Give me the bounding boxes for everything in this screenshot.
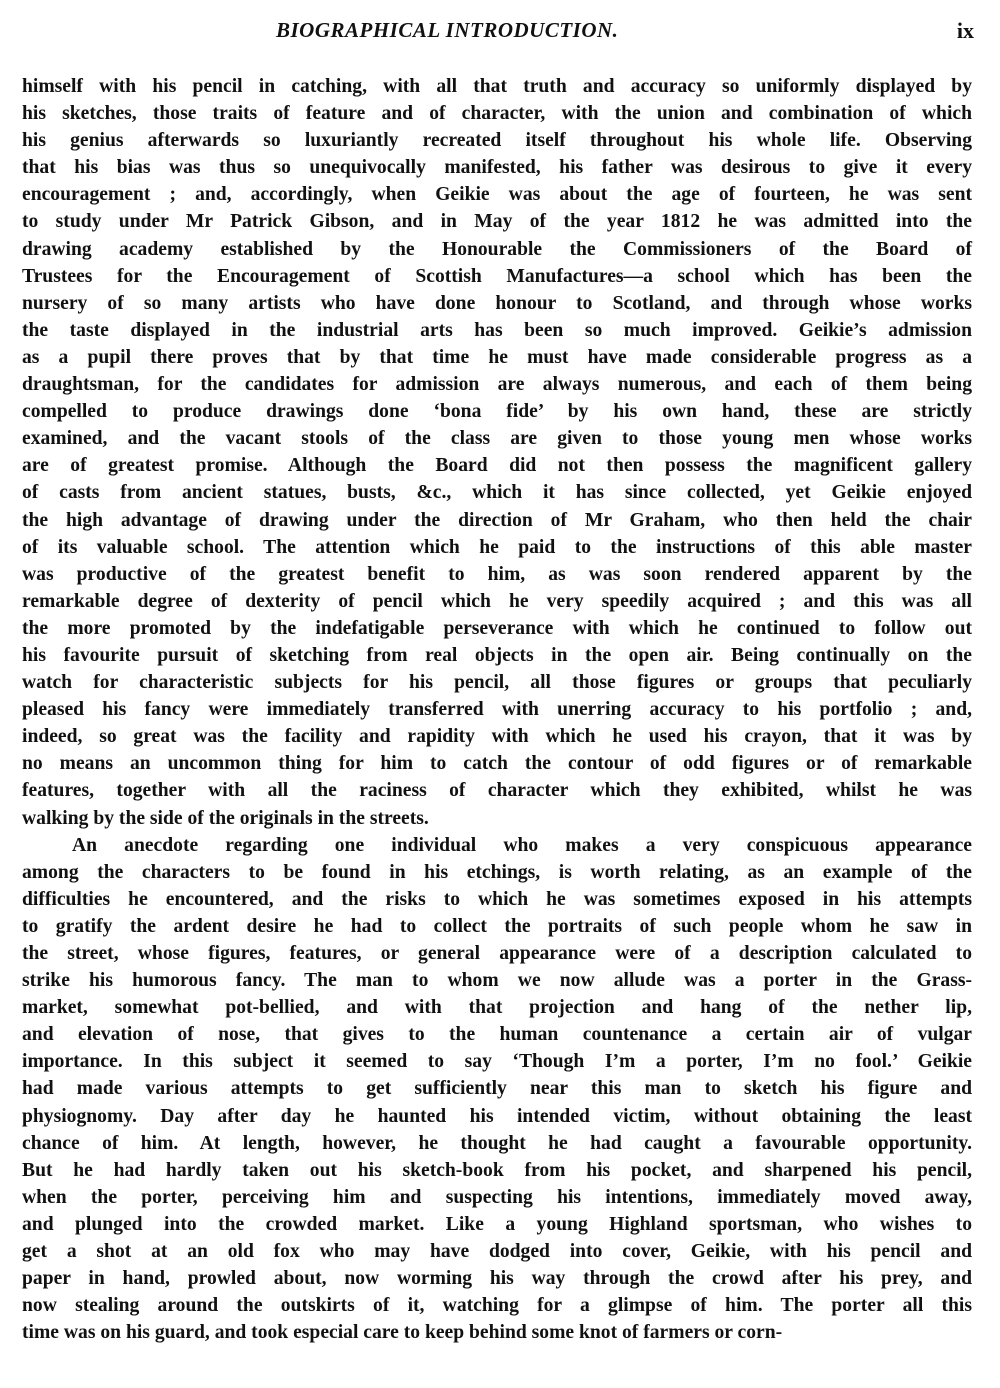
text-line: encouragement ; and, accordingly, when Geikie was about the age of fourteen, he was sent <box>22 184 972 206</box>
text-line: of its valuable school. The attention which he paid to the instructions of this able master <box>22 536 972 558</box>
text-line: his favourite pursuit of sketching from real objects in the open air. Being continually on the <box>22 644 972 666</box>
text-line: market, somewhat pot-bellied, and with that projection and hang of the nether lip, <box>22 997 972 1019</box>
text-line: compelled to produce drawings done ‘bona fide’ by his own hand, these are strictly <box>22 401 972 423</box>
text-line: walking by the side of the originals in the streets. <box>22 807 429 829</box>
text-line: An anecdote regarding one individual who makes a very conspicuous appearance <box>72 834 972 856</box>
text-line: and elevation of nose, that gives to the human countenance a certain air of vulgar <box>22 1024 972 1046</box>
text-line: to gratify the ardent desire he had to collect the portraits of such people whom he saw in <box>22 915 972 937</box>
text-line: time was on his guard, and took especial care to keep behind some knot of farmers or corn- <box>22 1322 783 1344</box>
text-line: of casts from ancient statues, busts, &c., which it has since collected, yet Geikie enjoyed <box>22 482 972 504</box>
page-header <box>0 18 1000 48</box>
text-line: But he had hardly taken out his sketch-book from his pocket, and sharpened his pencil, <box>22 1159 972 1181</box>
body-text <box>22 73 972 1346</box>
text-line: now stealing around the outskirts of it, watching for a glimpse of him. The porter all this <box>22 1295 972 1317</box>
text-line: features, together with all the raciness of character which they exhibited, whilst he was <box>22 780 972 802</box>
text-line: and plunged into the crowded market. Like a young Highland sportsman, who wishes to <box>22 1213 972 1235</box>
text-line: draughtsman, for the candidates for admission are always numerous, and each of them being <box>22 374 972 396</box>
text-line: paper in hand, prowled about, now worming his way through the crowd after his prey, and <box>22 1268 972 1290</box>
text-line: his genius afterwards so luxuriantly recreated itself throughout his whole life. Observing <box>22 130 972 152</box>
text-line: examined, and the vacant stools of the class are given to those young men whose works <box>22 428 972 450</box>
text-line: his sketches, those traits of feature and of character, with the union and combination of which <box>22 103 972 125</box>
running-title: BIOGRAPHICAL INTRODUCTION. <box>276 18 619 42</box>
text-line: chance of him. At length, however, he thought he had caught a favourable opportunity. <box>22 1132 972 1154</box>
text-line: get a shot at an old fox who may have dodged into cover, Geikie, with his pencil and <box>22 1241 972 1263</box>
text-line: Trustees for the Encouragement of Scottish Manufactures—a school which has been the <box>22 265 972 287</box>
text-line: himself with his pencil in catching, with all that truth and accuracy so uniformly displayed by <box>22 76 972 97</box>
text-line: importance. In this subject it seemed to say ‘Though I’m a porter, I’m no fool.’ Geikie <box>22 1051 972 1073</box>
text-line: are of greatest promise. Although the Board did not then possess the magnificent gallery <box>22 455 972 477</box>
text-line: nursery of so many artists who have done honour to Scotland, and through whose works <box>22 292 972 314</box>
text-line: strike his humorous fancy. The man to whom we now allude was a porter in the Grass- <box>22 970 972 992</box>
text-line: difficulties he encountered, and the risks to which he was sometimes exposed in his attempts <box>22 888 972 910</box>
page-number: ix <box>956 18 974 43</box>
text-line: indeed, so great was the facility and rapidity with which he used his crayon, that it was by <box>22 726 972 748</box>
text-line: drawing academy established by the Honourable the Commissioners of the Board of <box>22 238 972 260</box>
text-line: as a pupil there proves that by that time he must have made considerable progress as a <box>22 346 972 368</box>
text-line: the more promoted by the indefatigable perseverance with which he continued to follow out <box>22 617 972 639</box>
text-line: was productive of the greatest benefit to him, as was soon rendered apparent by the <box>22 563 972 585</box>
text-line: when the porter, perceiving him and suspecting his intentions, immediately moved away, <box>22 1186 972 1208</box>
text-line: watch for characteristic subjects for his pencil, all those figures or groups that peculiarly <box>22 672 972 694</box>
text-line: remarkable degree of dexterity of pencil which he very speedily acquired ; and this was all <box>22 590 972 612</box>
text-line: the street, whose figures, features, or general appearance were of a description calculated to <box>22 943 972 964</box>
text-line: that his bias was thus so unequivocally manifested, his father was desirous to give it every <box>22 157 972 179</box>
text-line: among the characters to be found in his etchings, is worth relating, as an example of the <box>22 861 972 883</box>
text-line: the high advantage of drawing under the direction of Mr Graham, who then held the chair <box>22 509 972 531</box>
text-line: had made various attempts to get sufficiently near this man to sketch his figure and <box>22 1078 972 1100</box>
text-line: physiognomy. Day after day he haunted his intended victim, without obtaining the least <box>22 1105 972 1127</box>
text-line: no means an uncommon thing for him to catch the contour of odd figures or of remarkable <box>22 753 972 775</box>
text-line: to study under Mr Patrick Gibson, and in May of the year 1812 he was admitted into the <box>22 211 972 233</box>
text-line: the taste displayed in the industrial arts has been so much improved. Geikie’s admission <box>22 319 972 341</box>
text-line: pleased his fancy were immediately transferred with unerring accuracy to his portfolio ; and, <box>22 699 972 721</box>
